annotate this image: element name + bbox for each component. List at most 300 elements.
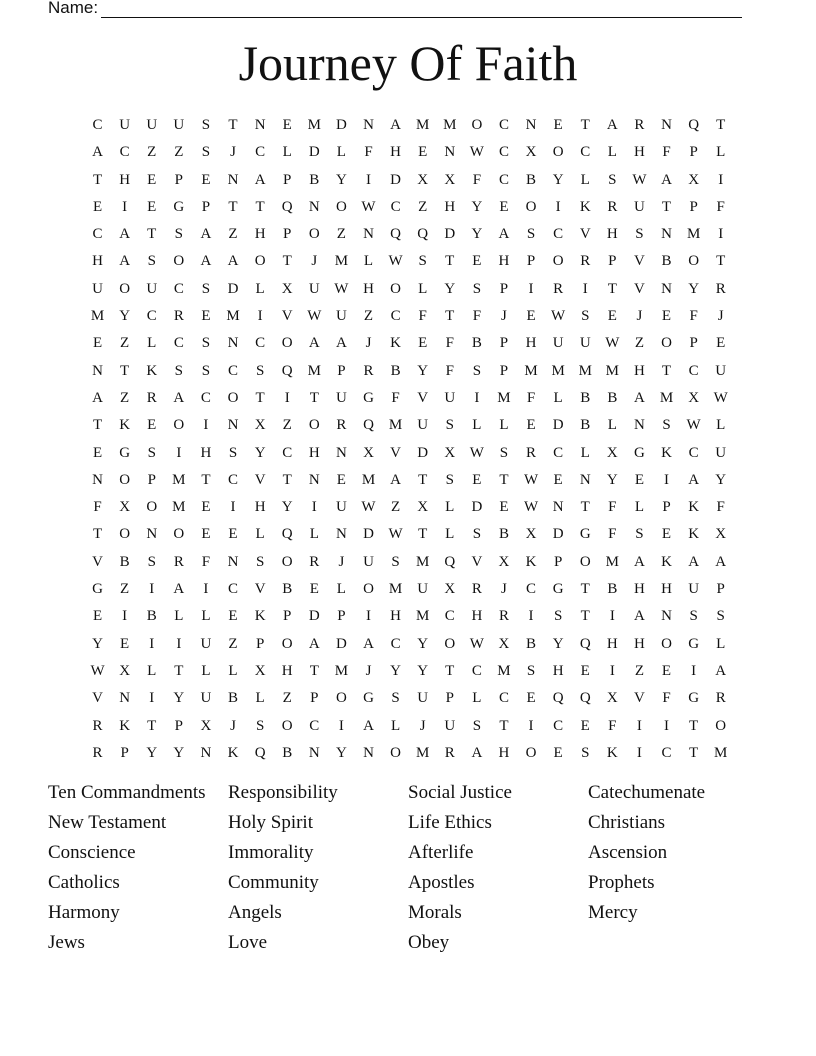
grid-letter: M bbox=[416, 744, 430, 761]
grid-letter: M bbox=[551, 362, 565, 379]
grid-letter: H bbox=[498, 253, 510, 270]
grid-letter: A bbox=[498, 226, 510, 243]
grid-letter: Q bbox=[363, 417, 374, 434]
grid-letter: I bbox=[284, 389, 290, 406]
grid-letter: B bbox=[282, 744, 293, 761]
grid-letter: P bbox=[689, 144, 698, 161]
word-list-item: Angels bbox=[228, 902, 282, 923]
grid-letter: W bbox=[90, 662, 105, 679]
grid-letter: M bbox=[605, 362, 619, 379]
grid-letter: L bbox=[336, 144, 346, 161]
grid-letter: U bbox=[200, 690, 212, 707]
grid-letter: T bbox=[445, 662, 455, 679]
grid-letter: I bbox=[555, 198, 561, 215]
grid-letter: N bbox=[227, 417, 239, 434]
grid-letter: F bbox=[472, 308, 482, 325]
grid-letter: Y bbox=[688, 280, 700, 297]
grid-letter: X bbox=[444, 581, 456, 598]
grid-letter: R bbox=[471, 581, 482, 598]
grid-letter: P bbox=[283, 608, 292, 625]
grid-letter: Y bbox=[417, 662, 429, 679]
grid-letter: U bbox=[335, 389, 347, 406]
grid-letter: W bbox=[334, 280, 349, 297]
grid-letter: F bbox=[608, 499, 617, 516]
grid-letter: E bbox=[201, 499, 211, 516]
grid-letter: L bbox=[282, 144, 292, 161]
grid-letter: Y bbox=[173, 690, 185, 707]
grid-letter: X bbox=[525, 144, 537, 161]
grid-letter: H bbox=[634, 362, 645, 379]
grid-letter: C bbox=[309, 717, 320, 734]
grid-letter: M bbox=[90, 308, 105, 325]
grid-letter: C bbox=[688, 362, 699, 379]
grid-letter: N bbox=[661, 608, 672, 625]
grid-letter: A bbox=[606, 117, 618, 133]
grid-letter: I bbox=[636, 717, 642, 734]
grid-letter: N bbox=[92, 362, 103, 379]
grid-letter: E bbox=[716, 335, 726, 352]
grid-letter: U bbox=[444, 389, 456, 406]
grid-letter: T bbox=[174, 662, 184, 679]
grid-letter: N bbox=[661, 117, 672, 133]
grid-letter: L bbox=[255, 690, 265, 707]
grid-letter: Q bbox=[579, 635, 591, 652]
grid-letter: T bbox=[661, 362, 672, 379]
grid-letter: J bbox=[365, 662, 372, 679]
grid-letter: Z bbox=[228, 635, 238, 652]
grid-letter: I bbox=[365, 171, 371, 188]
grid-letter: X bbox=[444, 171, 456, 188]
grid-letter: L bbox=[336, 581, 346, 598]
grid-letter: O bbox=[688, 253, 700, 270]
grid-letter: E bbox=[92, 444, 103, 461]
grid-letter: T bbox=[580, 499, 590, 516]
grid-letter: T bbox=[418, 526, 428, 543]
grid-letter: V bbox=[254, 471, 266, 488]
grid-letter: N bbox=[525, 117, 537, 133]
grid-letter: G bbox=[173, 198, 185, 215]
grid-letter: S bbox=[445, 417, 454, 434]
grid-letter: V bbox=[471, 553, 483, 570]
grid-letter: W bbox=[388, 526, 403, 543]
grid-letter: Z bbox=[363, 308, 374, 325]
word-list-item: Morals bbox=[408, 902, 462, 923]
grid-letter: V bbox=[390, 444, 401, 461]
grid-letter: A bbox=[200, 226, 212, 243]
grid-letter: L bbox=[201, 608, 211, 625]
grid-letter: M bbox=[443, 117, 457, 133]
grid-letter: C bbox=[444, 608, 455, 625]
grid-letter: F bbox=[418, 308, 427, 325]
grid-letter: C bbox=[498, 117, 509, 133]
grid-letter: P bbox=[662, 499, 671, 516]
grid-letter: I bbox=[609, 608, 615, 625]
grid-letter: C bbox=[146, 308, 157, 325]
grid-letter: R bbox=[715, 280, 726, 297]
word-list-item: Ten Commandments bbox=[48, 782, 206, 803]
grid-letter: P bbox=[337, 608, 346, 625]
grid-letter: S bbox=[445, 471, 454, 488]
grid-letter: X bbox=[606, 690, 618, 707]
grid-letter: O bbox=[308, 226, 320, 243]
grid-letter: T bbox=[499, 717, 509, 734]
grid-letter: E bbox=[147, 198, 157, 215]
grid-letter: N bbox=[227, 553, 239, 570]
grid-letter: W bbox=[307, 308, 322, 325]
grid-letter: P bbox=[147, 471, 156, 488]
grid-letter: C bbox=[498, 171, 509, 188]
grid-letter: U bbox=[715, 444, 727, 461]
grid-letter: H bbox=[471, 608, 483, 625]
grid-letter: O bbox=[390, 280, 401, 297]
grid-letter: V bbox=[634, 253, 645, 270]
grid-letter: Q bbox=[579, 690, 591, 707]
grid-letter: X bbox=[254, 662, 266, 679]
grid-letter: C bbox=[228, 362, 239, 379]
word-list-item: Prophets bbox=[588, 872, 655, 893]
grid-letter: H bbox=[634, 144, 645, 161]
grid-letter: D bbox=[227, 280, 239, 297]
grid-letter: Y bbox=[606, 471, 618, 488]
grid-letter: X bbox=[254, 417, 266, 434]
grid-letter: Y bbox=[444, 280, 456, 297]
grid-letter: I bbox=[230, 499, 236, 516]
grid-letter: S bbox=[201, 335, 211, 352]
grid-letter: T bbox=[201, 471, 211, 488]
grid-letter: H bbox=[254, 499, 266, 516]
grid-letter: T bbox=[607, 280, 617, 297]
grid-letter: P bbox=[445, 690, 454, 707]
grid-letter: C bbox=[173, 335, 184, 352]
grid-letter: B bbox=[661, 253, 672, 270]
grid-letter: R bbox=[498, 608, 509, 625]
grid-letter: B bbox=[119, 553, 130, 570]
word-list-item: Harmony bbox=[48, 902, 120, 923]
grid-letter: S bbox=[228, 444, 238, 461]
grid-letter: H bbox=[634, 635, 645, 652]
name-underline[interactable] bbox=[101, 1, 742, 18]
grid-letter: Z bbox=[282, 417, 292, 434]
grid-letter: E bbox=[661, 662, 672, 679]
grid-letter: U bbox=[146, 280, 158, 297]
grid-letter: E bbox=[336, 471, 346, 488]
grid-letter: L bbox=[390, 717, 401, 734]
grid-letter: Z bbox=[390, 499, 401, 516]
grid-letter: A bbox=[308, 635, 320, 652]
grid-letter: H bbox=[92, 253, 103, 270]
grid-letter: T bbox=[580, 581, 590, 598]
grid-letter: K bbox=[525, 553, 537, 570]
grid-letter: G bbox=[634, 444, 645, 461]
grid-letter: H bbox=[308, 444, 320, 461]
grid-letter: C bbox=[553, 444, 564, 461]
grid-letter: A bbox=[173, 581, 185, 598]
grid-letter: L bbox=[499, 417, 509, 434]
grid-letter: A bbox=[227, 253, 239, 270]
grid-letter: E bbox=[147, 417, 157, 434]
grid-letter: V bbox=[254, 581, 266, 598]
grid-letter: S bbox=[174, 362, 183, 379]
grid-letter: Y bbox=[715, 471, 727, 488]
grid-letter: U bbox=[335, 499, 347, 516]
grid-letter: J bbox=[717, 308, 724, 325]
grid-letter: I bbox=[203, 417, 209, 434]
grid-letter: T bbox=[418, 471, 428, 488]
grid-letter: B bbox=[228, 690, 239, 707]
word-list-item: Social Justice bbox=[408, 782, 512, 803]
grid-letter: M bbox=[578, 362, 592, 379]
grid-letter: F bbox=[716, 499, 725, 516]
grid-letter: T bbox=[228, 117, 238, 133]
grid-letter: N bbox=[200, 744, 212, 761]
grid-letter: J bbox=[501, 308, 507, 325]
grid-letter: N bbox=[444, 144, 456, 161]
grid-letter: N bbox=[146, 526, 158, 543]
grid-letter: F bbox=[608, 717, 617, 734]
word-list-item: Obey bbox=[408, 932, 450, 953]
grid-letter: A bbox=[390, 117, 401, 133]
grid-letter: Q bbox=[281, 198, 293, 215]
grid-letter: B bbox=[146, 608, 157, 625]
grid-letter: O bbox=[390, 744, 401, 761]
grid-letter: N bbox=[363, 744, 374, 761]
grid-letter: W bbox=[469, 444, 484, 461]
grid-letter: Q bbox=[417, 226, 429, 243]
grid-letter: U bbox=[579, 335, 591, 352]
grid-letter: Z bbox=[282, 690, 292, 707]
grid-letter: T bbox=[661, 198, 672, 215]
grid-letter: F bbox=[391, 389, 400, 406]
grid-letter: R bbox=[309, 553, 320, 570]
word-list-item: Conscience bbox=[48, 842, 136, 863]
grid-letter: J bbox=[338, 553, 345, 570]
grid-letter: M bbox=[524, 362, 538, 379]
grid-letter: O bbox=[579, 553, 591, 570]
grid-letter: K bbox=[254, 608, 266, 625]
grid-letter: H bbox=[552, 662, 564, 679]
grid-letter: R bbox=[173, 553, 184, 570]
grid-letter: O bbox=[173, 253, 185, 270]
grid-letter: C bbox=[173, 280, 184, 297]
grid-letter: C bbox=[553, 226, 564, 243]
grid-letter: P bbox=[499, 280, 509, 297]
grid-letter: E bbox=[201, 171, 211, 188]
grid-letter: H bbox=[390, 608, 401, 625]
grid-letter: A bbox=[92, 389, 103, 406]
grid-letter: L bbox=[580, 444, 590, 461]
grid-letter: M bbox=[416, 608, 430, 625]
grid-letter: N bbox=[308, 744, 320, 761]
grid-letter: K bbox=[227, 744, 239, 761]
grid-letter: E bbox=[526, 690, 536, 707]
grid-letter: F bbox=[93, 499, 102, 516]
grid-letter: X bbox=[715, 526, 727, 543]
grid-letter: N bbox=[335, 444, 347, 461]
grid-letter: P bbox=[689, 198, 698, 215]
grid-letter: R bbox=[363, 362, 374, 379]
grid-letter: D bbox=[363, 526, 374, 543]
grid-letter: B bbox=[580, 417, 591, 434]
grid-letter: S bbox=[201, 362, 211, 379]
grid-letter: Y bbox=[119, 308, 131, 325]
grid-letter: O bbox=[119, 280, 131, 297]
grid-letter: H bbox=[119, 171, 131, 188]
grid-letter: E bbox=[499, 198, 509, 215]
word-list-item: Afterlife bbox=[408, 842, 474, 863]
grid-letter: O bbox=[552, 144, 564, 161]
grid-letter: M bbox=[307, 117, 321, 133]
grid-letter: L bbox=[472, 690, 482, 707]
grid-letter: A bbox=[119, 226, 131, 243]
grid-letter: A bbox=[363, 635, 374, 652]
grid-letter: I bbox=[528, 717, 534, 734]
grid-letter: O bbox=[525, 198, 537, 215]
grid-letter: U bbox=[634, 198, 645, 215]
grid-letter: S bbox=[608, 171, 617, 188]
word-list-item: Immorality bbox=[228, 842, 314, 863]
grid-letter: E bbox=[607, 308, 617, 325]
grid-letter: R bbox=[92, 744, 103, 761]
grid-letter: W bbox=[632, 171, 647, 188]
word-list-item: Mercy bbox=[588, 902, 638, 923]
grid-letter: P bbox=[283, 171, 292, 188]
grid-letter: N bbox=[634, 417, 645, 434]
grid-letter: P bbox=[689, 335, 698, 352]
grid-letter: B bbox=[526, 635, 537, 652]
grid-letter: M bbox=[172, 471, 186, 488]
grid-letter: L bbox=[201, 662, 211, 679]
grid-letter: T bbox=[580, 608, 590, 625]
grid-letter: T bbox=[309, 389, 319, 406]
grid-letter: Y bbox=[92, 635, 103, 652]
grid-letter: A bbox=[634, 389, 645, 406]
grid-letter: Z bbox=[174, 144, 184, 161]
grid-letter: E bbox=[228, 526, 238, 543]
grid-letter: Y bbox=[417, 362, 429, 379]
grid-letter: S bbox=[635, 226, 644, 243]
grid-letter: C bbox=[119, 144, 130, 161]
grid-letter: E bbox=[92, 335, 103, 352]
grid-letter: O bbox=[281, 553, 293, 570]
grid-letter: N bbox=[308, 198, 320, 215]
grid-letter: P bbox=[201, 198, 211, 215]
grid-letter: E bbox=[92, 608, 103, 625]
grid-letter: E bbox=[282, 117, 292, 133]
grid-letter: I bbox=[718, 226, 724, 243]
grid-letter: B bbox=[607, 389, 618, 406]
grid-letter: T bbox=[445, 253, 455, 270]
grid-letter: F bbox=[472, 171, 482, 188]
grid-letter: Y bbox=[335, 744, 347, 761]
grid-letter: C bbox=[228, 581, 239, 598]
grid-letter: I bbox=[636, 744, 642, 761]
grid-letter: P bbox=[499, 335, 509, 352]
grid-letter: J bbox=[230, 144, 236, 161]
grid-letter: U bbox=[444, 717, 456, 734]
grid-letter: I bbox=[176, 635, 182, 652]
grid-letter: A bbox=[173, 389, 185, 406]
grid-letter: C bbox=[471, 662, 482, 679]
grid-letter: B bbox=[471, 335, 482, 352]
grid-letter: N bbox=[227, 335, 239, 352]
grid-letter: U bbox=[417, 690, 429, 707]
grid-letter: A bbox=[390, 471, 401, 488]
grid-letter: P bbox=[716, 581, 725, 598]
grid-letter: X bbox=[417, 499, 429, 516]
grid-letter: C bbox=[498, 690, 509, 707]
grid-letter: N bbox=[227, 171, 239, 188]
grid-letter: A bbox=[200, 253, 212, 270]
grid-letter: Q bbox=[281, 526, 293, 543]
grid-letter: X bbox=[606, 444, 618, 461]
grid-letter: O bbox=[281, 335, 293, 352]
grid-letter: Q bbox=[688, 117, 700, 133]
grid-letter: K bbox=[688, 499, 700, 516]
grid-letter: J bbox=[365, 335, 372, 352]
grid-letter: M bbox=[172, 499, 186, 516]
grid-letter: I bbox=[718, 171, 724, 188]
grid-letter: W bbox=[713, 389, 728, 406]
grid-letter: G bbox=[363, 690, 374, 707]
grid-letter: S bbox=[472, 717, 482, 734]
grid-letter: T bbox=[255, 198, 265, 215]
grid-letter: O bbox=[471, 117, 483, 133]
grid-letter: T bbox=[92, 526, 103, 543]
word-list-item: Community bbox=[228, 872, 319, 893]
grid-letter: N bbox=[661, 280, 672, 297]
grid-letter: P bbox=[174, 717, 183, 734]
grid-letter: V bbox=[634, 280, 645, 297]
name-field[interactable] bbox=[48, 0, 742, 18]
grid-letter: I bbox=[203, 581, 209, 598]
grid-letter: F bbox=[201, 553, 211, 570]
grid-letter: U bbox=[417, 417, 429, 434]
grid-letter: E bbox=[499, 499, 509, 516]
grid-letter: D bbox=[308, 608, 320, 625]
grid-letter: I bbox=[609, 662, 615, 679]
grid-letter: Y bbox=[552, 635, 564, 652]
grid-letter: I bbox=[176, 444, 182, 461]
grid-letter: T bbox=[716, 117, 726, 133]
grid-letter: A bbox=[335, 335, 347, 352]
grid-letter: A bbox=[363, 717, 374, 734]
word-list-item: Life Ethics bbox=[408, 812, 492, 833]
grid-letter: F bbox=[662, 690, 671, 707]
grid-letter: R bbox=[580, 253, 591, 270]
grid-letter: F bbox=[716, 198, 725, 215]
grid-letter: B bbox=[526, 171, 537, 188]
grid-letter: V bbox=[634, 690, 645, 707]
grid-letter: K bbox=[661, 444, 672, 461]
grid-letter: K bbox=[146, 362, 158, 379]
grid-letter: M bbox=[361, 471, 376, 488]
grid-letter: U bbox=[92, 280, 103, 297]
grid-letter: E bbox=[147, 171, 157, 188]
grid-letter: R bbox=[553, 280, 564, 297]
grid-letter: L bbox=[147, 335, 157, 352]
grid-letter: H bbox=[363, 280, 374, 297]
grid-letter: N bbox=[335, 526, 347, 543]
grid-letter: H bbox=[661, 581, 672, 598]
letter-grid bbox=[84, 112, 734, 767]
grid-letter: N bbox=[254, 117, 266, 133]
grid-letter: C bbox=[390, 635, 401, 652]
grid-letter: M bbox=[416, 117, 430, 133]
grid-letter: T bbox=[282, 253, 292, 270]
grid-letter: M bbox=[714, 744, 728, 761]
grid-letter: F bbox=[689, 308, 698, 325]
grid-letter: K bbox=[688, 526, 700, 543]
